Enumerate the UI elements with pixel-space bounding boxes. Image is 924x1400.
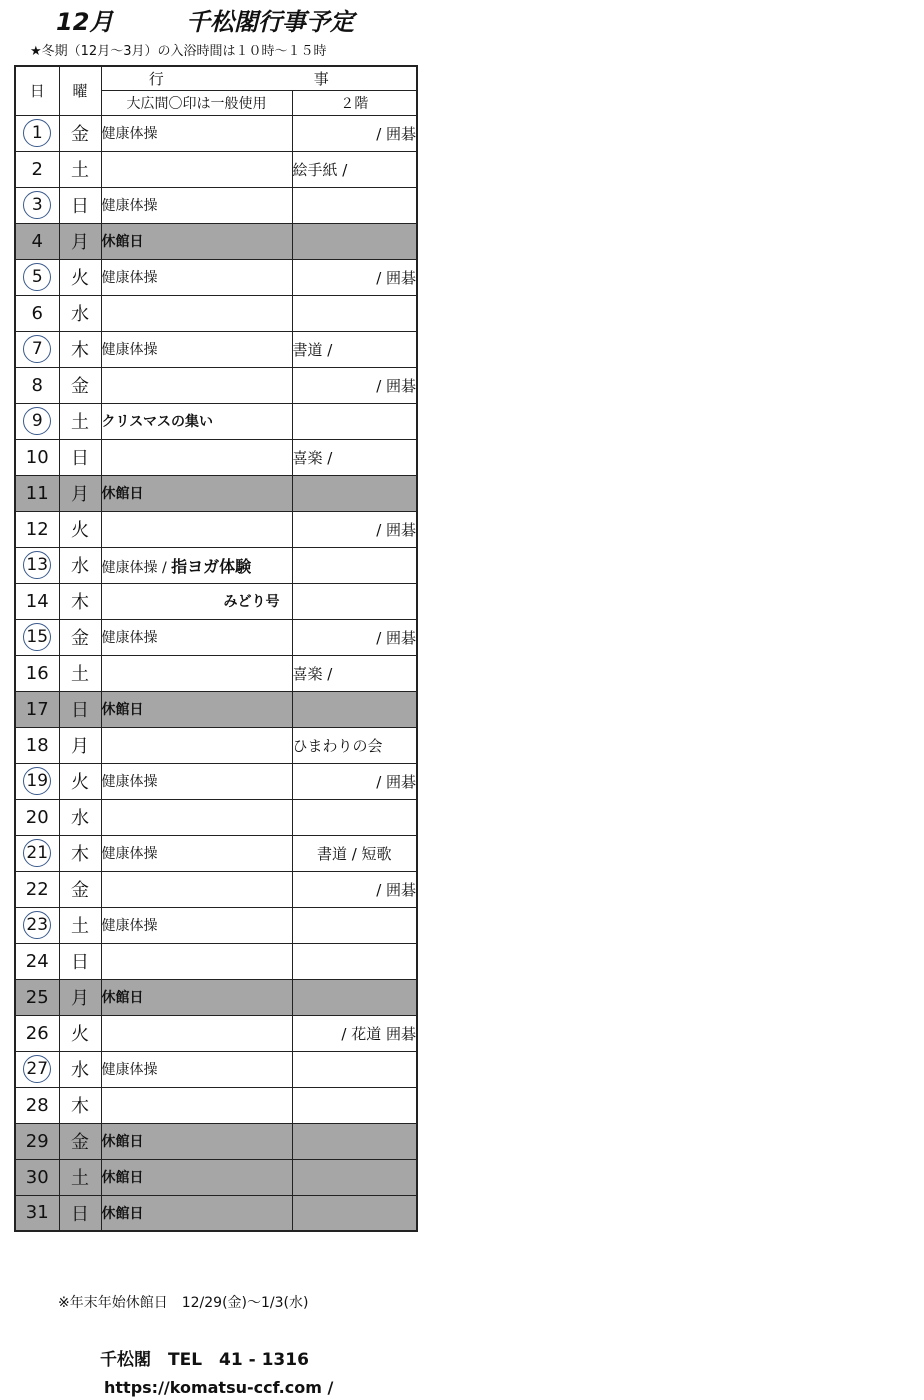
day-cell [15,1195,59,1231]
title-main: 千松閣行事予定 [186,8,354,36]
weekday-cell: 金 [59,115,101,151]
floor2-event-cell [292,295,417,331]
circled-day-number: 7 [23,335,51,363]
table-row [15,367,417,403]
floor2-event-cell: ひまわりの会 [292,727,417,763]
table-row [15,1015,417,1051]
table-row [15,1087,417,1123]
weekday-cell: 月 [59,223,101,259]
day-number: 4 [31,230,43,252]
day-cell [15,691,59,727]
circled-day-number: 3 [23,191,51,219]
circled-day-number: 27 [23,1055,51,1083]
weekday-cell: 水 [59,547,101,583]
table-row [15,979,417,1015]
hall-event-cell: 健康体操 [101,187,292,223]
floor2-event-cell [292,475,417,511]
weekday-cell: 木 [59,331,101,367]
day-cell [15,655,59,691]
circled-day-number: 23 [23,911,51,939]
table-row [15,1123,417,1159]
hall-event-cell: 健康体操 [101,115,292,151]
year-end-closure-note: ※年末年始休館日 12/29(金)～1/3(水) [58,1295,309,1311]
weekday-cell: 木 [59,583,101,619]
weekday-cell: 日 [59,943,101,979]
floor2-event-cell [292,1195,417,1231]
day-cell [15,1051,59,1087]
day-number: 2 [31,158,43,180]
day-number: 25 [25,986,49,1008]
circled-day-number: 5 [23,263,51,291]
title-month: 12月 [56,8,114,36]
floor2-event-cell [292,943,417,979]
day-cell [15,223,59,259]
hall-event-cell [101,799,292,835]
hall-event-cell [101,367,292,403]
floor2-event-cell: / 囲碁 [292,259,417,295]
day-cell [15,1015,59,1051]
weekday-cell: 木 [59,835,101,871]
circled-day-number: 19 [23,767,51,795]
weekday-cell: 日 [59,1195,101,1231]
hall-event-cell [101,1087,292,1123]
table-row [15,1159,417,1195]
table-row [15,727,417,763]
bath-hours-note: ★冬期（12月～3月）の入浴時間は１０時～１５時 [30,44,327,59]
day-number: 10 [25,446,49,468]
floor2-event-cell: 書道 / 短歌 [292,835,417,871]
hall-event-cell: 休館日 [101,691,292,727]
table-row [15,871,417,907]
floor2-event-cell: / 囲碁 [292,115,417,151]
hall-event-cell: 休館日 [101,223,292,259]
hall-event-cell: 休館日 [101,1123,292,1159]
day-number: 12 [25,518,49,540]
day-number: 6 [31,302,43,324]
day-cell [15,907,59,943]
weekday-cell: 火 [59,259,101,295]
hall-event-cell: 健康体操 [101,907,292,943]
day-number: 24 [25,950,49,972]
day-cell [15,403,59,439]
weekday-cell: 金 [59,367,101,403]
weekday-cell: 金 [59,871,101,907]
floor2-event-cell: / 囲碁 [292,763,417,799]
table-row [15,115,417,151]
day-cell [15,439,59,475]
hall-event-cell: 健康体操 [101,835,292,871]
weekday-cell: 日 [59,187,101,223]
table-row [15,835,417,871]
floor2-event-cell [292,907,417,943]
day-cell [15,943,59,979]
weekday-cell: 金 [59,1123,101,1159]
floor2-event-cell: 喜楽 / [292,655,417,691]
day-number: 17 [25,698,49,720]
floor2-event-cell [292,1087,417,1123]
table-row [15,151,417,187]
circled-day-number: 15 [23,623,51,651]
day-cell [15,295,59,331]
day-cell [15,763,59,799]
schedule-body [15,115,417,1231]
table-row [15,1195,417,1231]
hall-event-cell [101,295,292,331]
hall-event-cell: クリスマスの集い [101,403,292,439]
floor2-event-cell [292,1159,417,1195]
day-number: 26 [25,1022,49,1044]
floor2-event-cell [292,187,417,223]
day-number: 30 [25,1166,49,1188]
table-row [15,439,417,475]
day-cell [15,367,59,403]
floor2-event-cell: / 囲碁 [292,871,417,907]
day-cell [15,187,59,223]
floor2-event-cell: / 囲碁 [292,511,417,547]
day-cell [15,619,59,655]
day-number: 11 [25,482,49,504]
floor2-event-cell [292,1123,417,1159]
day-cell [15,115,59,151]
weekday-cell: 土 [59,655,101,691]
col-header-hall: 大広間〇印は一般使用 [101,90,292,115]
website-url: https://komatsu-ccf.com / [104,1378,334,1397]
floor2-event-cell [292,547,417,583]
day-cell [15,583,59,619]
hall-event-cell: 休館日 [101,1159,292,1195]
floor2-event-cell: 絵手紙 / [292,151,417,187]
circled-day-number: 13 [23,551,51,579]
col-header-day: 日 [15,66,59,115]
weekday-cell: 土 [59,1159,101,1195]
day-number: 20 [25,806,49,828]
col-header-floor2: ２階 [292,90,417,115]
weekday-cell: 月 [59,475,101,511]
floor2-event-cell: 書道 / [292,331,417,367]
weekday-cell: 水 [59,295,101,331]
day-number: 16 [25,662,49,684]
weekday-cell: 土 [59,403,101,439]
floor2-event-cell [292,1051,417,1087]
floor2-event-cell: / 花道 囲碁 [292,1015,417,1051]
floor2-event-cell: / 囲碁 [292,619,417,655]
day-cell [15,511,59,547]
weekday-cell: 火 [59,511,101,547]
day-cell [15,1087,59,1123]
day-cell [15,547,59,583]
hall-event-cell [101,151,292,187]
hall-event-cell: 健康体操 [101,619,292,655]
table-row [15,331,417,367]
hall-event-cell: 健康体操 [101,763,292,799]
weekday-cell: 土 [59,151,101,187]
weekday-cell: 火 [59,1015,101,1051]
weekday-cell: 金 [59,619,101,655]
hall-event-cell: 健康体操 [101,331,292,367]
hall-event-cell: 健康体操 [101,259,292,295]
table-row [15,619,417,655]
contact-info: 千松閣 TEL 41 - 1316 [100,1350,309,1370]
weekday-cell: 日 [59,439,101,475]
hall-event-cell: 休館日 [101,1195,292,1231]
weekday-cell: 土 [59,907,101,943]
hall-event-cell: 健康体操 [101,1051,292,1087]
hall-event-cell: 休館日 [101,979,292,1015]
floor2-event-cell: / 囲碁 [292,367,417,403]
table-row [15,547,417,583]
day-cell [15,331,59,367]
day-cell [15,727,59,763]
weekday-cell: 月 [59,979,101,1015]
hall-event-cell [101,871,292,907]
hall-event-cell [101,439,292,475]
circled-day-number: 1 [23,119,51,147]
table-row [15,763,417,799]
day-cell [15,1123,59,1159]
circled-day-number: 9 [23,407,51,435]
day-cell [15,475,59,511]
hall-event-part: 健康体操 / [101,559,172,576]
table-row [15,1051,417,1087]
col-header-events: 行 事 [101,66,417,90]
circled-day-number: 21 [23,839,51,867]
day-number: 8 [31,374,43,396]
table-row [15,259,417,295]
hall-event-highlight: 指ヨガ体験 [171,556,252,576]
schedule-table [14,65,418,1232]
day-cell [15,871,59,907]
floor2-event-cell [292,691,417,727]
weekday-cell: 水 [59,799,101,835]
hall-event-cell [101,1015,292,1051]
table-row [15,295,417,331]
table-row [15,223,417,259]
floor2-event-cell: 喜楽 / [292,439,417,475]
table-row [15,403,417,439]
day-cell [15,259,59,295]
hall-event-cell [101,943,292,979]
hall-event-cell [101,547,292,583]
floor2-event-cell [292,583,417,619]
floor2-event-cell [292,223,417,259]
table-row [15,907,417,943]
floor2-event-cell [292,979,417,1015]
weekday-cell: 火 [59,763,101,799]
hall-event-cell [101,727,292,763]
day-number: 31 [25,1202,49,1224]
table-row [15,511,417,547]
day-number: 18 [25,734,49,756]
day-number: 28 [25,1094,49,1116]
day-cell [15,799,59,835]
day-cell [15,979,59,1015]
hall-event-cell: みどり号 [101,583,292,619]
table-row [15,655,417,691]
floor2-event-cell [292,799,417,835]
weekday-cell: 日 [59,691,101,727]
weekday-cell: 木 [59,1087,101,1123]
day-cell [15,151,59,187]
day-number: 22 [25,878,49,900]
floor2-event-cell [292,403,417,439]
table-row [15,799,417,835]
hall-event-cell: 休館日 [101,475,292,511]
table-row [15,691,417,727]
col-header-weekday: 曜 [59,66,101,115]
hall-event-cell [101,511,292,547]
day-number: 14 [25,590,49,612]
hall-event-cell [101,655,292,691]
table-row [15,943,417,979]
day-cell [15,835,59,871]
day-cell [15,1159,59,1195]
weekday-cell: 水 [59,1051,101,1087]
day-number: 29 [25,1130,49,1152]
table-row [15,187,417,223]
weekday-cell: 月 [59,727,101,763]
table-row [15,475,417,511]
table-row [15,583,417,619]
